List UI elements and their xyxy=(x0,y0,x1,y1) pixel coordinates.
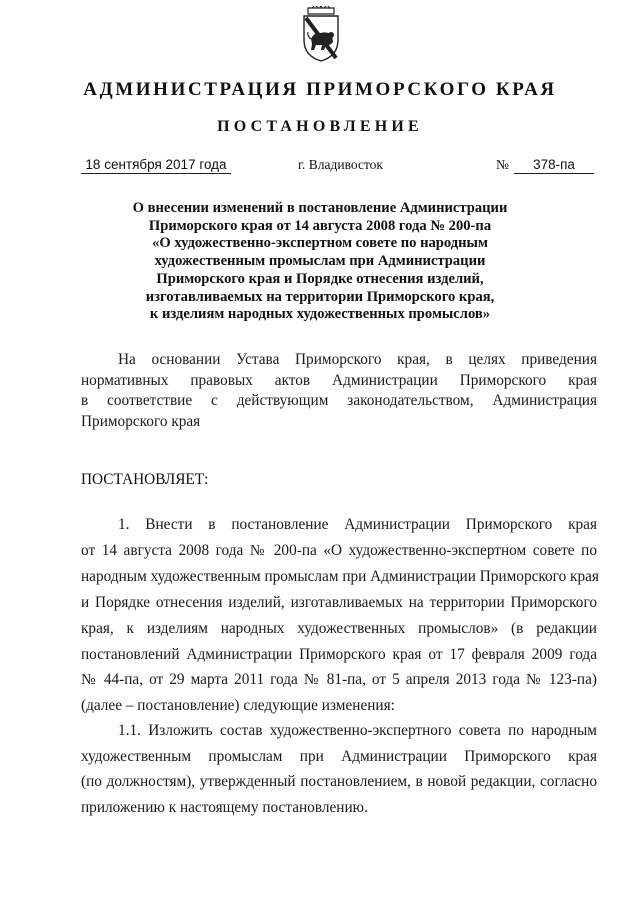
document-heading xyxy=(120,200,520,324)
intro-line: Приморского края xyxy=(81,413,201,431)
item-1-1-line: приложению к настоящему постановлению. xyxy=(81,798,368,816)
item-1-1-line: 1.1. Изложить состав художественно-экспертного совета по народным xyxy=(118,722,597,739)
item-1-1-line: (по должностям), утвержденный постановлением, в новой редакции, согласно xyxy=(81,773,597,791)
item-1-line: постановлений Администрации Приморского края от 17 февраля 2009 года xyxy=(81,645,597,663)
coat-of-arms-tiger-icon xyxy=(300,6,342,62)
heading-line: Приморского края от 14 августа 2008 года № 200-па xyxy=(148,217,492,234)
item-1-line: 1. Внести в постановление Администрации Приморского края xyxy=(118,516,597,533)
number-sign: № xyxy=(496,157,509,172)
resolve-word: ПОСТАНОВЛЯЕТ: xyxy=(81,471,209,488)
heading-line: Приморского края и Порядке отнесения изделий, xyxy=(156,270,484,287)
intro-line: нормативных правовых актов Администрации Приморского края xyxy=(81,371,597,389)
item-1-line: № 44-па, от 29 марта 2011 года № 81-па, от 5 апреля 2013 года № 123-па) xyxy=(81,671,597,689)
item-1-line: края, к изделиям народных художественных промыслов» (в редакции xyxy=(81,619,597,637)
intro-line: На основании Устава Приморского края, в целях приведения xyxy=(118,351,597,368)
item-1-line: (далее – постановление) следующие изменения: xyxy=(81,697,395,715)
heading-line: к изделиям народных художественных промыслов» xyxy=(149,306,491,323)
item-1-line: и Порядке отнесения изделий, изготавливаемых на территории Приморского xyxy=(81,593,597,611)
org-title: АДМИНИСТРАЦИЯ ПРИМОРСКОГО КРАЯ xyxy=(83,79,557,100)
heading-line: изготавливаемых на территории Приморского края, xyxy=(145,288,495,305)
item-1-line: народным художественным промыслам при Администрации Приморского края xyxy=(81,567,599,585)
intro-line: в соответствие с действующим законодательством, Администрация xyxy=(81,392,597,410)
document-date: 18 сентября 2017 года xyxy=(81,157,231,174)
item-1-line: от 14 августа 2008 года № 200-па «О художественно-экспертном совете по xyxy=(81,541,597,559)
heading-line: художественным промыслам при Администрации xyxy=(154,253,486,270)
item-1-1-line: художественным промыслам при Администрации Приморского края xyxy=(81,747,597,765)
document-number: 378-па xyxy=(514,157,594,174)
heading-line: «О художественно-экспертном совете по народным xyxy=(152,235,488,252)
document-city: г. Владивосток xyxy=(298,157,383,172)
meta-row xyxy=(0,157,640,179)
heading-line: О внесении изменений в постановление Администрации xyxy=(132,200,508,216)
doc-type: ПОСТАНОВЛЕНИЕ xyxy=(217,118,423,135)
item-1-paragraph xyxy=(81,512,597,719)
item-1-1-paragraph xyxy=(81,718,597,820)
intro-paragraph xyxy=(81,350,597,433)
